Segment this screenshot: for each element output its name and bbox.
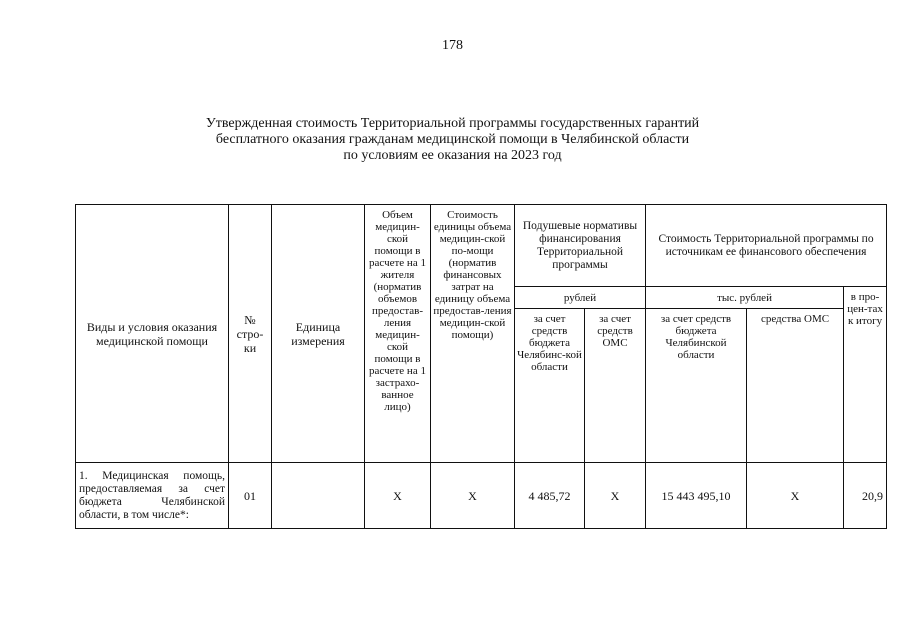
row-name: 1. Медицинская помощь, предоставляемая за счет бюджета Челябинской области, в том числе*: <box>76 463 229 529</box>
header-percent: в про-цен-тах к итогу <box>844 287 887 463</box>
row-oms-per-capita: X <box>585 463 646 529</box>
header-budget-per-capita: за счет средств бюджета Челябинс-кой области <box>515 309 585 463</box>
row-volume: X <box>365 463 431 529</box>
title-line-3: по условиям ее оказания на 2023 год <box>343 148 562 163</box>
title-line-1: Утвержденная стоимость Территориальной программы государственных гарантий <box>205 116 700 131</box>
header-budget-total: за счет средств бюджета Челябинской области <box>646 309 747 463</box>
row-unit-cost: X <box>431 463 515 529</box>
header-oms-total: средства ОМС <box>747 309 844 463</box>
header-oms-per-capita: за счет средств ОМС <box>585 309 646 463</box>
page-number: 178 <box>442 38 463 53</box>
header-per-capita: Подушевые нормативы финансирования Территориальной программы <box>515 205 646 287</box>
header-volume: Объем медицин-ской помощи в расчете на 1 жителя (норматив объемов предостав-ления медицин-ской помощи в расчете на 1 застрахо-ванное лицо) <box>365 205 431 463</box>
table-row <box>76 463 887 529</box>
document-title <box>0 116 905 164</box>
header-thousand-rubles: тыс. рублей <box>646 287 844 309</box>
row-budget-per-capita: 4 485,72 <box>515 463 585 529</box>
header-name: Виды и условия оказания медицинской помощи <box>76 205 229 463</box>
row-unit <box>272 463 365 529</box>
header-unit: Единица измерения <box>272 205 365 463</box>
row-budget-total: 15 443 495,10 <box>646 463 747 529</box>
row-number: 01 <box>229 463 272 529</box>
header-program-cost: Стоимость Территориальной программы по источникам ее финансового обеспечения <box>646 205 887 287</box>
header-unit-cost: Стоимость единицы объема медицин-ской по-мощи (норматив финансовых затрат на единицу объема предостав-ления медицин-ской помощи) <box>431 205 515 463</box>
row-percent: 20,9 <box>844 463 887 529</box>
header-row-number: № стро-ки <box>229 205 272 463</box>
title-line-2: бесплатного оказания гражданам медицинской помощи в Челябинской области <box>215 132 690 147</box>
header-rubles: рублей <box>515 287 646 309</box>
cost-table <box>75 204 887 529</box>
row-oms-total: X <box>747 463 844 529</box>
